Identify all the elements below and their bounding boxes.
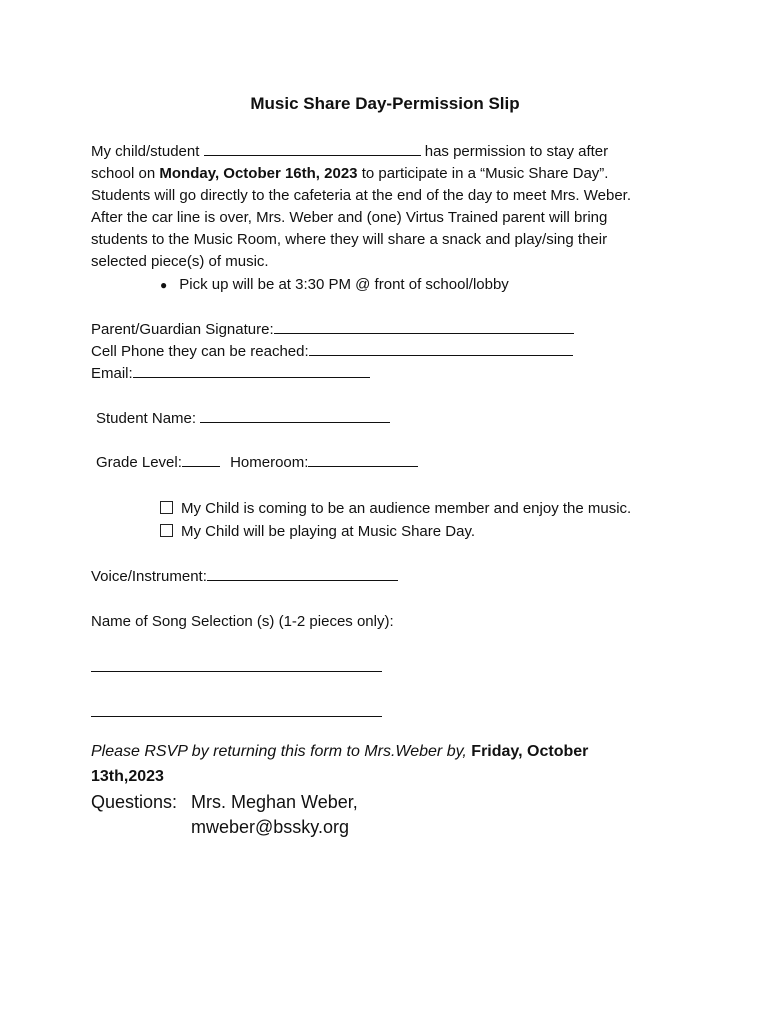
audience-option[interactable] bbox=[160, 498, 631, 520]
phone-field[interactable] bbox=[309, 341, 573, 356]
playing-option-label: My Child will be playing at Music Share Day. bbox=[181, 523, 476, 540]
song-selection-label: Name of Song Selection (s) (1-2 pieces only): bbox=[91, 613, 394, 630]
rsvp-line-1 bbox=[91, 739, 588, 764]
event-date: Monday, October 16th, 2023 bbox=[159, 165, 358, 182]
student-name-label: Student Name: bbox=[96, 410, 197, 427]
audience-checkbox[interactable] bbox=[160, 501, 173, 514]
student-name-field[interactable] bbox=[200, 408, 390, 423]
phone-row bbox=[91, 341, 573, 363]
bullet-icon: ● bbox=[160, 278, 168, 292]
page-title: Music Share Day-Permission Slip bbox=[250, 94, 520, 113]
email-row bbox=[91, 363, 370, 385]
intro-line-6: selected piece(s) of music. bbox=[91, 253, 269, 270]
voice-row bbox=[91, 566, 398, 588]
homeroom-field[interactable] bbox=[308, 452, 418, 467]
intro-line-3: Students will go directly to the cafeteria at the end of the day to meet Mrs. Weber. bbox=[91, 187, 632, 204]
pickup-text: Pick up will be at 3:30 PM @ front of school/lobby bbox=[179, 276, 509, 293]
grade-homeroom-row bbox=[96, 452, 418, 474]
intro-child-label: My child/student bbox=[91, 143, 200, 160]
signature-row bbox=[91, 319, 574, 341]
pickup-bullet-item bbox=[160, 274, 509, 296]
intro-line-1 bbox=[91, 141, 608, 163]
email-label: Email: bbox=[91, 365, 133, 382]
audience-option-label: My Child is coming to be an audience member and enjoy the music. bbox=[181, 500, 632, 517]
song-line-1[interactable] bbox=[91, 671, 382, 672]
contact-email[interactable]: mweber@bssky.org bbox=[191, 817, 349, 837]
rsvp-line-2 bbox=[91, 764, 164, 789]
playing-option[interactable] bbox=[160, 521, 475, 543]
signature-label: Parent/Guardian Signature: bbox=[91, 321, 274, 338]
intro-permission-text: has permission to stay after bbox=[424, 143, 609, 160]
signature-field[interactable] bbox=[274, 319, 574, 334]
student-blank[interactable] bbox=[204, 141, 421, 156]
intro-line-2 bbox=[91, 163, 608, 185]
student-name-row bbox=[96, 408, 390, 430]
intro-line-4: After the car line is over, Mrs. Weber and (one) Virtus Trained parent will bring bbox=[91, 209, 608, 226]
grade-field[interactable] bbox=[182, 452, 220, 467]
rsvp-date-part-2: 13th,2023 bbox=[91, 768, 164, 785]
song-line-2[interactable] bbox=[91, 716, 382, 717]
intro-line-5: students to the Music Room, where they will share a snack and play/sing their bbox=[91, 231, 608, 248]
grade-label: Grade Level: bbox=[96, 454, 182, 471]
questions-label: Questions: bbox=[91, 792, 178, 812]
homeroom-label: Homeroom: bbox=[230, 454, 309, 471]
contact-name: Mrs. Meghan Weber, bbox=[191, 792, 358, 812]
intro-school-on: school on bbox=[91, 165, 156, 182]
phone-label: Cell Phone they can be reached: bbox=[91, 343, 309, 360]
rsvp-date-part-1: Friday, October bbox=[471, 743, 589, 760]
voice-label: Voice/Instrument: bbox=[91, 568, 207, 585]
intro-participate: to participate in a “Music Share Day”. bbox=[361, 165, 609, 182]
email-field[interactable] bbox=[133, 363, 370, 378]
playing-checkbox[interactable] bbox=[160, 524, 173, 537]
voice-field[interactable] bbox=[207, 566, 398, 581]
rsvp-instruction: Please RSVP by returning this form to Mrs.Weber by, bbox=[91, 743, 467, 760]
